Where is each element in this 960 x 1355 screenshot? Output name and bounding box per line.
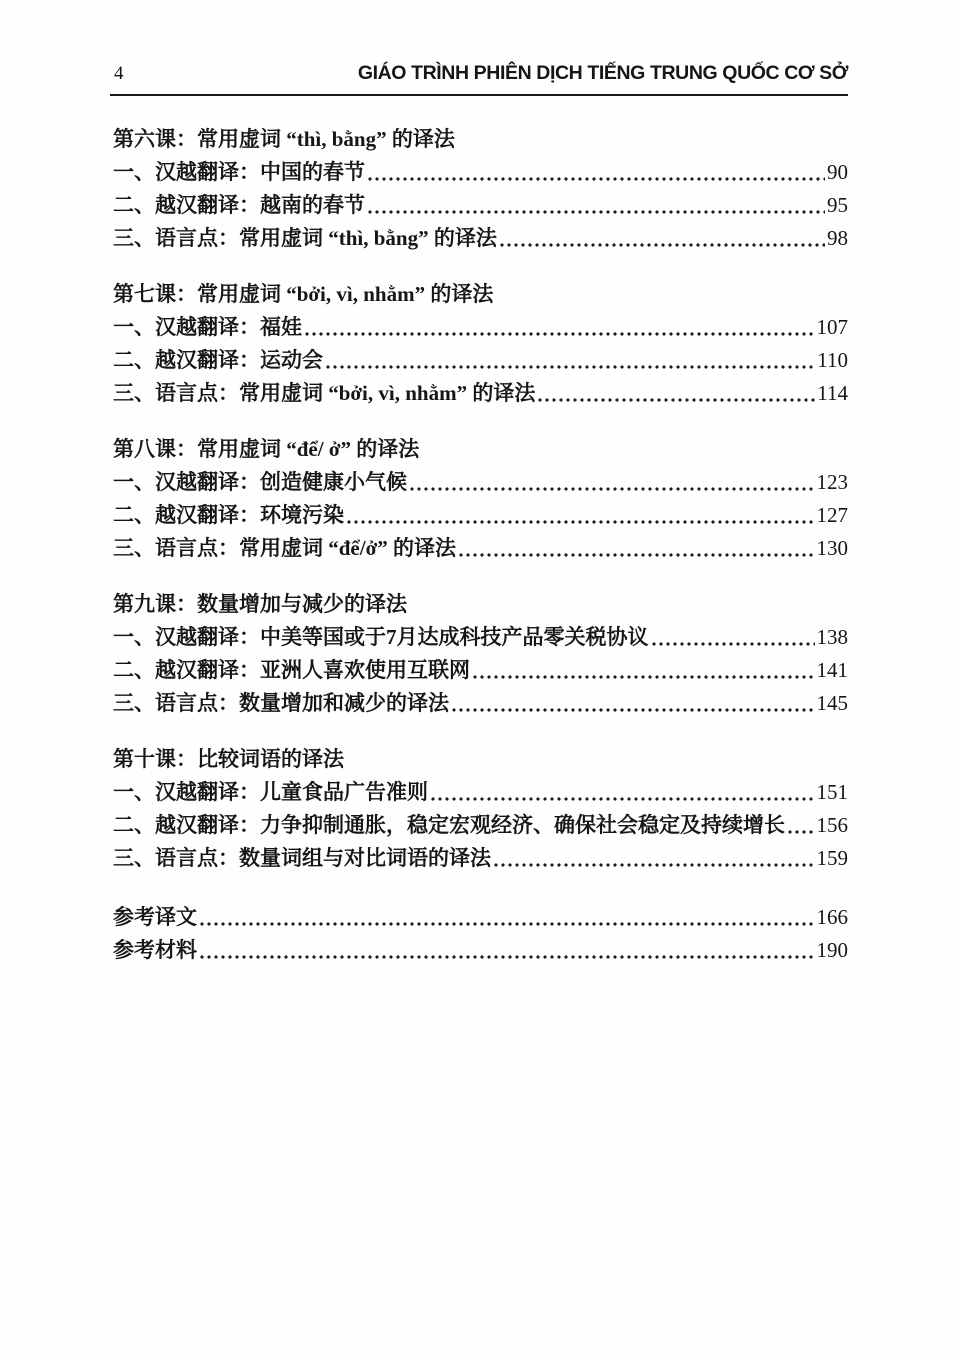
toc-entry-page: 127	[816, 503, 848, 527]
toc-entry-page: 107	[816, 315, 848, 339]
toc-entry	[113, 842, 848, 875]
toc-entry-label: 二、越汉翻译：环境污染	[113, 503, 344, 527]
table-of-contents	[113, 123, 848, 967]
toc-entry-label: 参考译文	[113, 905, 197, 929]
toc-entry	[113, 377, 848, 410]
toc-entry	[113, 934, 848, 967]
toc-entry-page: 90	[827, 160, 848, 184]
toc-entry	[113, 621, 848, 654]
section-title-text: 第八课：常用虚词	[113, 437, 287, 461]
toc-entry	[113, 809, 848, 842]
toc-entry-page: 145	[816, 691, 848, 715]
toc-entry	[113, 654, 848, 687]
toc-entry-page: 110	[817, 348, 848, 372]
dot-leader	[368, 177, 825, 181]
dot-leader	[473, 675, 815, 679]
toc-entry	[113, 311, 848, 344]
toc-entry	[113, 156, 848, 189]
toc-entry-label: 三、语言点：常用虚词 “để/ở” 的译法	[113, 536, 456, 560]
toc-entry-label: 三、语言点：数量词组与对比词语的译法	[113, 846, 491, 870]
toc-entry-label: 参考材料	[113, 938, 197, 962]
section-title-text: 第六课：常用虚词	[113, 127, 287, 151]
section-title-text: 第十课：比较词语的译法	[113, 747, 344, 771]
toc-entry-page: 159	[816, 846, 848, 870]
section-title-term: “thì, bằng”	[286, 127, 387, 151]
dot-leader	[305, 332, 815, 336]
toc-entry	[113, 499, 848, 532]
toc-sections	[113, 123, 848, 875]
toc-entry-page: 156	[816, 813, 848, 837]
dot-leader	[459, 553, 815, 557]
toc-extras	[113, 901, 848, 967]
toc-entry-page: 98	[827, 226, 848, 250]
toc-entry-page: 138	[816, 625, 848, 649]
toc-entry	[113, 687, 848, 720]
section-title	[113, 123, 848, 156]
toc-entry-label: 三、语言点：常用虚词 “bởi, vì, nhằm” 的译法	[113, 381, 536, 405]
toc-section	[113, 278, 848, 410]
toc-entry-label: 二、越汉翻译：力争抑制通胀，稳定宏观经济、确保社会稳定及持续增长	[113, 813, 785, 837]
toc-entry-page: 166	[816, 905, 848, 929]
dot-leader	[494, 863, 815, 867]
toc-entry-label: 一、汉越翻译：中国的春节	[113, 160, 365, 184]
toc-entry-label: 一、汉越翻译：儿童食品广告准则	[113, 780, 428, 804]
section-title-text: 的译法	[386, 127, 455, 151]
dot-leader	[452, 708, 815, 712]
toc-entry	[113, 532, 848, 565]
section-title-term: “để/ ở”	[286, 437, 351, 461]
toc-entry-label: 三、语言点：常用虚词 “thì, bằng” 的译法	[113, 226, 497, 250]
toc-entry	[113, 189, 848, 222]
toc-entry-label: 二、越汉翻译：亚洲人喜欢使用互联网	[113, 658, 470, 682]
toc-section	[113, 588, 848, 720]
toc-section	[113, 433, 848, 565]
toc-entry	[113, 344, 848, 377]
toc-entry-page: 95	[827, 193, 848, 217]
dot-leader	[788, 830, 815, 834]
section-title-text: 的译法	[425, 282, 494, 306]
toc-entry-label: 一、汉越翻译：福娃	[113, 315, 302, 339]
dot-leader	[347, 520, 815, 524]
section-title	[113, 433, 848, 466]
dot-leader	[200, 922, 815, 926]
dot-leader	[326, 365, 815, 369]
toc-section	[113, 123, 848, 255]
section-title-text: 的译法	[350, 437, 420, 461]
toc-section	[113, 743, 848, 875]
dot-leader	[200, 955, 815, 959]
section-title	[113, 278, 848, 311]
dot-leader	[368, 210, 825, 214]
section-title-text: 第七课：常用虚词	[113, 282, 287, 306]
running-header	[110, 62, 848, 96]
dot-leader	[431, 797, 815, 801]
toc-entry-page: 141	[816, 658, 848, 682]
toc-entry-label: 一、汉越翻译：创造健康小气候	[113, 470, 407, 494]
page-number: 4	[114, 63, 124, 84]
toc-entry-label: 三、语言点：数量增加和减少的译法	[113, 691, 449, 715]
toc-entry-label: 一、汉越翻译：中美等国或于7月达成科技产品零关税协议	[113, 625, 649, 649]
toc-entry-label: 二、越汉翻译：越南的春节	[113, 193, 365, 217]
toc-entry-page: 130	[816, 536, 848, 560]
toc-entry-page: 114	[817, 381, 848, 405]
toc-entry-page: 190	[816, 938, 848, 962]
dot-leader	[410, 487, 815, 491]
section-title-term: “bởi, vì, nhằm”	[286, 282, 426, 306]
section-title	[113, 743, 848, 776]
section-title-text: 第九课：数量增加与减少的译法	[113, 592, 407, 616]
dot-leader	[652, 642, 815, 646]
toc-entry-page: 151	[816, 780, 848, 804]
dot-leader	[500, 243, 825, 247]
toc-entry-label: 二、越汉翻译：运动会	[113, 348, 323, 372]
toc-entry	[113, 466, 848, 499]
dot-leader	[538, 398, 815, 402]
toc-entry	[113, 901, 848, 934]
book-title: GIÁO TRÌNH PHIÊN DỊCH TIẾNG TRUNG QUỐC CƠ SỞ	[357, 62, 848, 84]
section-title	[113, 588, 848, 621]
toc-entry-page: 123	[816, 470, 848, 494]
toc-entry	[113, 222, 848, 255]
toc-entry	[113, 776, 848, 809]
